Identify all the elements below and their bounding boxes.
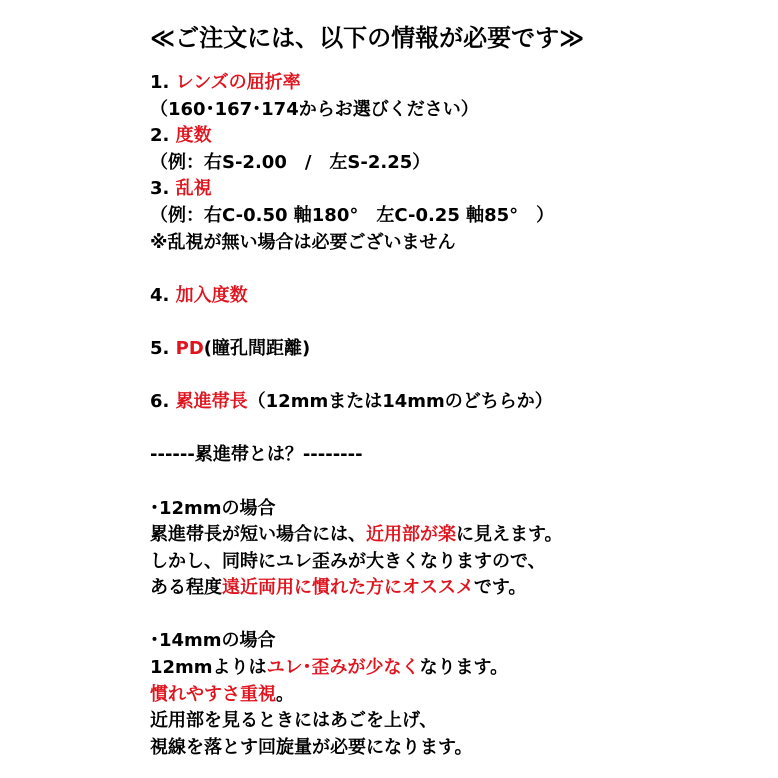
item-number: 3. — [150, 178, 170, 200]
mm14-line — [150, 682, 770, 709]
text-segment: に見えます。 — [456, 524, 563, 546]
mm14-line — [150, 655, 770, 682]
item-label: レンズの屈折率 — [175, 72, 301, 93]
item-note: ※乱視が無い場合は必要ございません — [150, 231, 456, 253]
text-segment: なります。 — [419, 657, 509, 679]
mm12-line: しかし、同時にユレ歪みが大きくなりますので、 — [150, 550, 546, 572]
text-segment: 12mmよりは — [150, 657, 267, 679]
order-requirements — [150, 70, 770, 761]
item-number: 4. — [150, 284, 170, 306]
text-segment: です。 — [473, 577, 527, 599]
item-number: 2. — [150, 125, 170, 147]
item-label: 加入度数 — [175, 284, 248, 306]
mm12-line — [150, 575, 770, 602]
mm14-line: 視線を落とす回旋量が必要になります。 — [150, 736, 473, 758]
item-note: (瞳孔間距離) — [203, 337, 311, 359]
section-heading: ------累進帯とは？-------- — [150, 444, 363, 466]
highlight-text: 近用部が楽 — [366, 524, 456, 546]
text-segment: ある程度 — [150, 577, 222, 599]
mm14-heading: ･14mmの場合 — [150, 630, 276, 652]
item-label: 乱視 — [175, 178, 212, 200]
page-title: ≪ご注文には、以下の情報が必要です≫ — [150, 24, 585, 52]
item-note: （例：右C-0.50 軸180° 左C-0.25 軸85° ） — [150, 204, 555, 226]
item-number: 1. — [150, 72, 170, 93]
item-note: （例：右S-2.00 / 左S-2.25） — [150, 151, 431, 173]
item-refractive-index — [150, 70, 770, 97]
item-corridor-length — [150, 389, 770, 416]
item-astigmatism — [150, 176, 770, 203]
mm12-heading: ･12mmの場合 — [150, 497, 276, 519]
item-number: 5. — [150, 337, 170, 359]
text-segment: 累進帯長が短い場合には、 — [150, 524, 366, 546]
mm12-line — [150, 522, 770, 549]
item-note: （160･167･174からお選びください） — [150, 98, 479, 120]
item-number: 6. — [150, 391, 170, 413]
highlight-text: ユレ･歪みが少なく — [266, 657, 420, 679]
item-label: 累進帯長 — [175, 391, 248, 413]
highlight-text: 慣れやすさ重視 — [150, 683, 276, 705]
mm14-line: 近用部を見るときにはあごを上げ、 — [150, 710, 438, 732]
highlight-text: 遠近両用に慣れた方にオススメ — [222, 577, 474, 599]
item-prescription — [150, 123, 770, 150]
item-label: PD — [175, 337, 204, 359]
item-note: （12mmまたは14mmのどちらか） — [247, 391, 553, 413]
item-label: 度数 — [175, 125, 212, 147]
item-add-power — [150, 283, 770, 310]
item-pd — [150, 336, 770, 363]
text-segment: 。 — [276, 683, 294, 705]
